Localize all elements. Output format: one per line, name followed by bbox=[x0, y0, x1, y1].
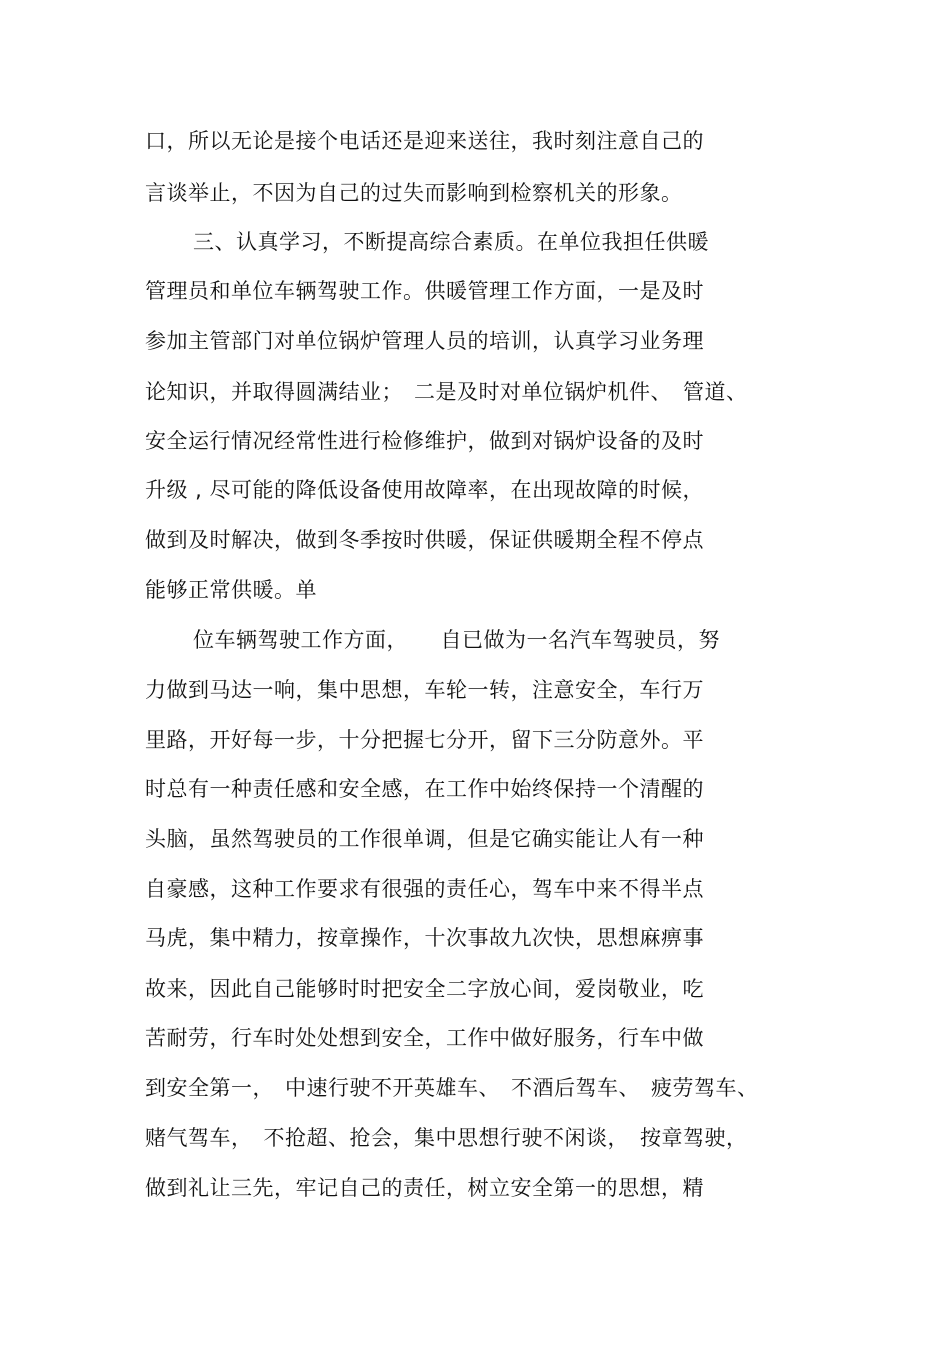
text-line: 头脑，虽然驾驶员的工作很单调，但是它确实能让人有一种 bbox=[145, 827, 704, 851]
text-line: 升级 , 尽可能的降低设备使用故障率，在出现故障的时候， bbox=[145, 478, 705, 502]
text-line: 三、认真学习，不断提高综合素质。在单位我担任供暖 bbox=[193, 230, 709, 254]
text-line: 自豪感，这种工作要求有很强的责任心，驾车中来不得半点 bbox=[145, 877, 704, 901]
text-line: 力做到马达一响，集中思想，车轮一转，注意安全，车行万 bbox=[145, 678, 704, 702]
text-line: 马虎，集中精力，按章操作，十次事故九次快，思想麻痹事 bbox=[145, 926, 704, 950]
text-line: 故来，因此自己能够时时把安全二字放心间，爱岗敬业，吃 bbox=[145, 977, 704, 1001]
text-line: 到安全第一， 中速行驶不开英雄车、 不酒后驾车、 疲劳驾车、 bbox=[145, 1076, 759, 1100]
text-line: 时总有一种责任感和安全感，在工作中始终保持一个清醒的 bbox=[145, 777, 704, 801]
text-line: 安全运行情况经常性进行检修维护，做到对锅炉设备的及时 bbox=[145, 429, 704, 453]
text-line: 口，所以无论是接个电话还是迎来送往，我时刻注意自己的 bbox=[145, 129, 704, 153]
text-line: 位车辆驾驶工作方面， 自已做为一名汽车驾驶员，努 bbox=[193, 628, 720, 652]
text-line: 言谈举止，不因为自己的过失而影响到检察机关的形象。 bbox=[145, 181, 683, 205]
text-line: 里路，开好每一步，十分把握七分开，留下三分防意外。平 bbox=[145, 728, 704, 752]
text-line: 做到礼让三先，牢记自己的责任，树立安全第一的思想，精 bbox=[145, 1176, 704, 1200]
text-line: 管理员和单位车辆驾驶工作。供暖管理工作方面，一是及时 bbox=[145, 279, 704, 303]
text-line: 能够正常供暖。单 bbox=[145, 578, 317, 602]
text-line: 做到及时解决，做到冬季按时供暖，保证供暖期全程不停点 bbox=[145, 528, 704, 552]
text-line: 参加主管部门对单位锅炉管理人员的培训，认真学习业务理 bbox=[145, 329, 704, 353]
text-line: 赌气驾车， 不抢超、抢会，集中思想行驶不闲谈， 按章驾驶， bbox=[145, 1126, 748, 1150]
text-line: 论知识，并取得圆满结业； 二是及时对单位锅炉机件、 管道、 bbox=[145, 380, 748, 404]
text-line: 苦耐劳，行车时处处想到安全，工作中做好服务，行车中做 bbox=[145, 1026, 704, 1050]
